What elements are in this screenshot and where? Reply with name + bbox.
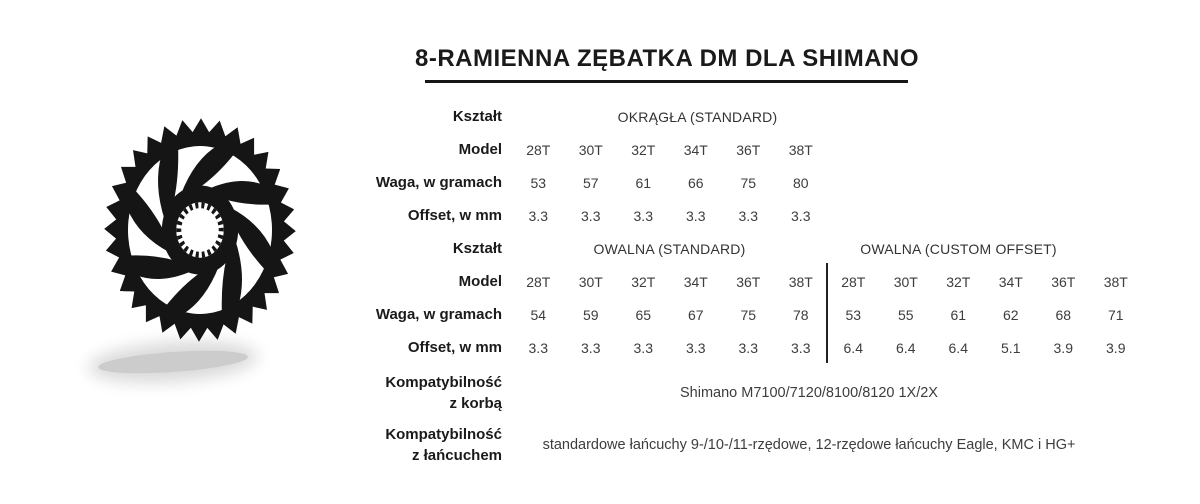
model-cell: 30T	[578, 273, 603, 290]
chain-compat-label-line2: z łańcuchem	[411, 447, 502, 464]
model-cell: 34T	[683, 273, 708, 290]
weight-cell: 80	[792, 174, 809, 191]
offset-cell: 5.1	[1001, 339, 1021, 356]
weight-cell: 61	[635, 174, 652, 191]
chainring-image	[92, 104, 308, 356]
shape-header-oval-standard: OWALNA (STANDARD)	[593, 240, 746, 257]
weight-cell: 78	[792, 306, 809, 323]
row-label-shape: Kształt	[452, 240, 502, 257]
offset-cell: 3.9	[1106, 339, 1126, 356]
crank-compat-label-line2: z korbą	[449, 395, 502, 412]
weight-cell: 71	[1107, 306, 1124, 323]
row-label-model: Model	[458, 141, 502, 158]
offset-cell: 3.3	[581, 339, 601, 356]
weight-cell: 65	[635, 306, 652, 323]
model-cell: 32T	[631, 273, 656, 290]
chainring-gear-icon	[92, 104, 308, 356]
offset-cell: 3.3	[791, 207, 811, 224]
section-divider	[826, 263, 828, 363]
offset-cell: 6.4	[843, 339, 863, 356]
weight-cell: 59	[582, 306, 599, 323]
offset-cell: 3.3	[528, 339, 548, 356]
row-label-model: Model	[458, 273, 502, 290]
row-label-crank-compatibility	[370, 364, 512, 422]
weight-cell: 75	[740, 306, 757, 323]
model-cell: 28T	[526, 141, 551, 158]
weight-cell: 55	[897, 306, 914, 323]
model-cell: 30T	[893, 273, 918, 290]
model-cell: 28T	[841, 273, 866, 290]
title-underline	[425, 80, 908, 83]
model-cell: 32T	[946, 273, 971, 290]
weight-cell: 75	[740, 174, 757, 191]
row-label-offset: Offset, w mm	[407, 207, 502, 224]
model-cell: 28T	[526, 273, 551, 290]
model-cell: 38T	[788, 141, 813, 158]
chain-compatibility-value: standardowe łańcuchy 9-/10-/11-rzędowe, 12-rzędowe łańcuchy Eagle, KMC i HG+	[542, 437, 1076, 453]
row-label-chain-compatibility	[370, 422, 512, 468]
crank-compatibility-value: Shimano M7100/7120/8100/8120 1X/2X	[680, 385, 938, 401]
row-label-shape: Kształt	[452, 108, 502, 125]
model-cell: 36T	[1051, 273, 1076, 290]
weight-cell: 53	[845, 306, 862, 323]
weight-cell: 61	[950, 306, 967, 323]
model-cell: 38T	[1103, 273, 1128, 290]
model-cell: 34T	[998, 273, 1023, 290]
offset-cell: 3.3	[581, 207, 601, 224]
model-cell: 30T	[578, 141, 603, 158]
weight-cell: 54	[530, 306, 547, 323]
model-cell: 32T	[631, 141, 656, 158]
row-label-offset: Offset, w mm	[407, 339, 502, 356]
offset-cell: 3.3	[686, 207, 706, 224]
offset-cell: 3.3	[738, 207, 758, 224]
model-cell: 38T	[788, 273, 813, 290]
spec-table	[370, 100, 1142, 468]
offset-cell: 3.3	[686, 339, 706, 356]
row-label-weight: Waga, w gramach	[375, 174, 502, 191]
model-cell: 36T	[736, 273, 761, 290]
weight-cell: 62	[1002, 306, 1019, 323]
offset-cell: 3.3	[528, 207, 548, 224]
page-title: 8-RAMIENNA ZĘBATKA DM DLA SHIMANO	[415, 45, 920, 72]
offset-cell: 3.3	[791, 339, 811, 356]
offset-cell: 3.9	[1053, 339, 1073, 356]
weight-cell: 68	[1055, 306, 1072, 323]
weight-cell: 67	[687, 306, 704, 323]
offset-cell: 3.3	[738, 339, 758, 356]
model-cell: 34T	[683, 141, 708, 158]
offset-cell: 6.4	[948, 339, 968, 356]
shape-header-oval-custom: OWALNA (CUSTOM OFFSET)	[860, 240, 1057, 257]
offset-cell: 3.3	[633, 339, 653, 356]
model-cell: 36T	[736, 141, 761, 158]
weight-cell: 53	[530, 174, 547, 191]
weight-cell: 66	[687, 174, 704, 191]
offset-cell: 3.3	[633, 207, 653, 224]
row-label-weight: Waga, w gramach	[375, 306, 502, 323]
shape-header-round-standard: OKRĄGŁA (STANDARD)	[617, 108, 778, 125]
weight-cell: 57	[582, 174, 599, 191]
offset-cell: 6.4	[896, 339, 916, 356]
chain-compat-label-line1: Kompatybilność	[385, 426, 502, 443]
crank-compat-label-line1: Kompatybilność	[385, 374, 502, 391]
